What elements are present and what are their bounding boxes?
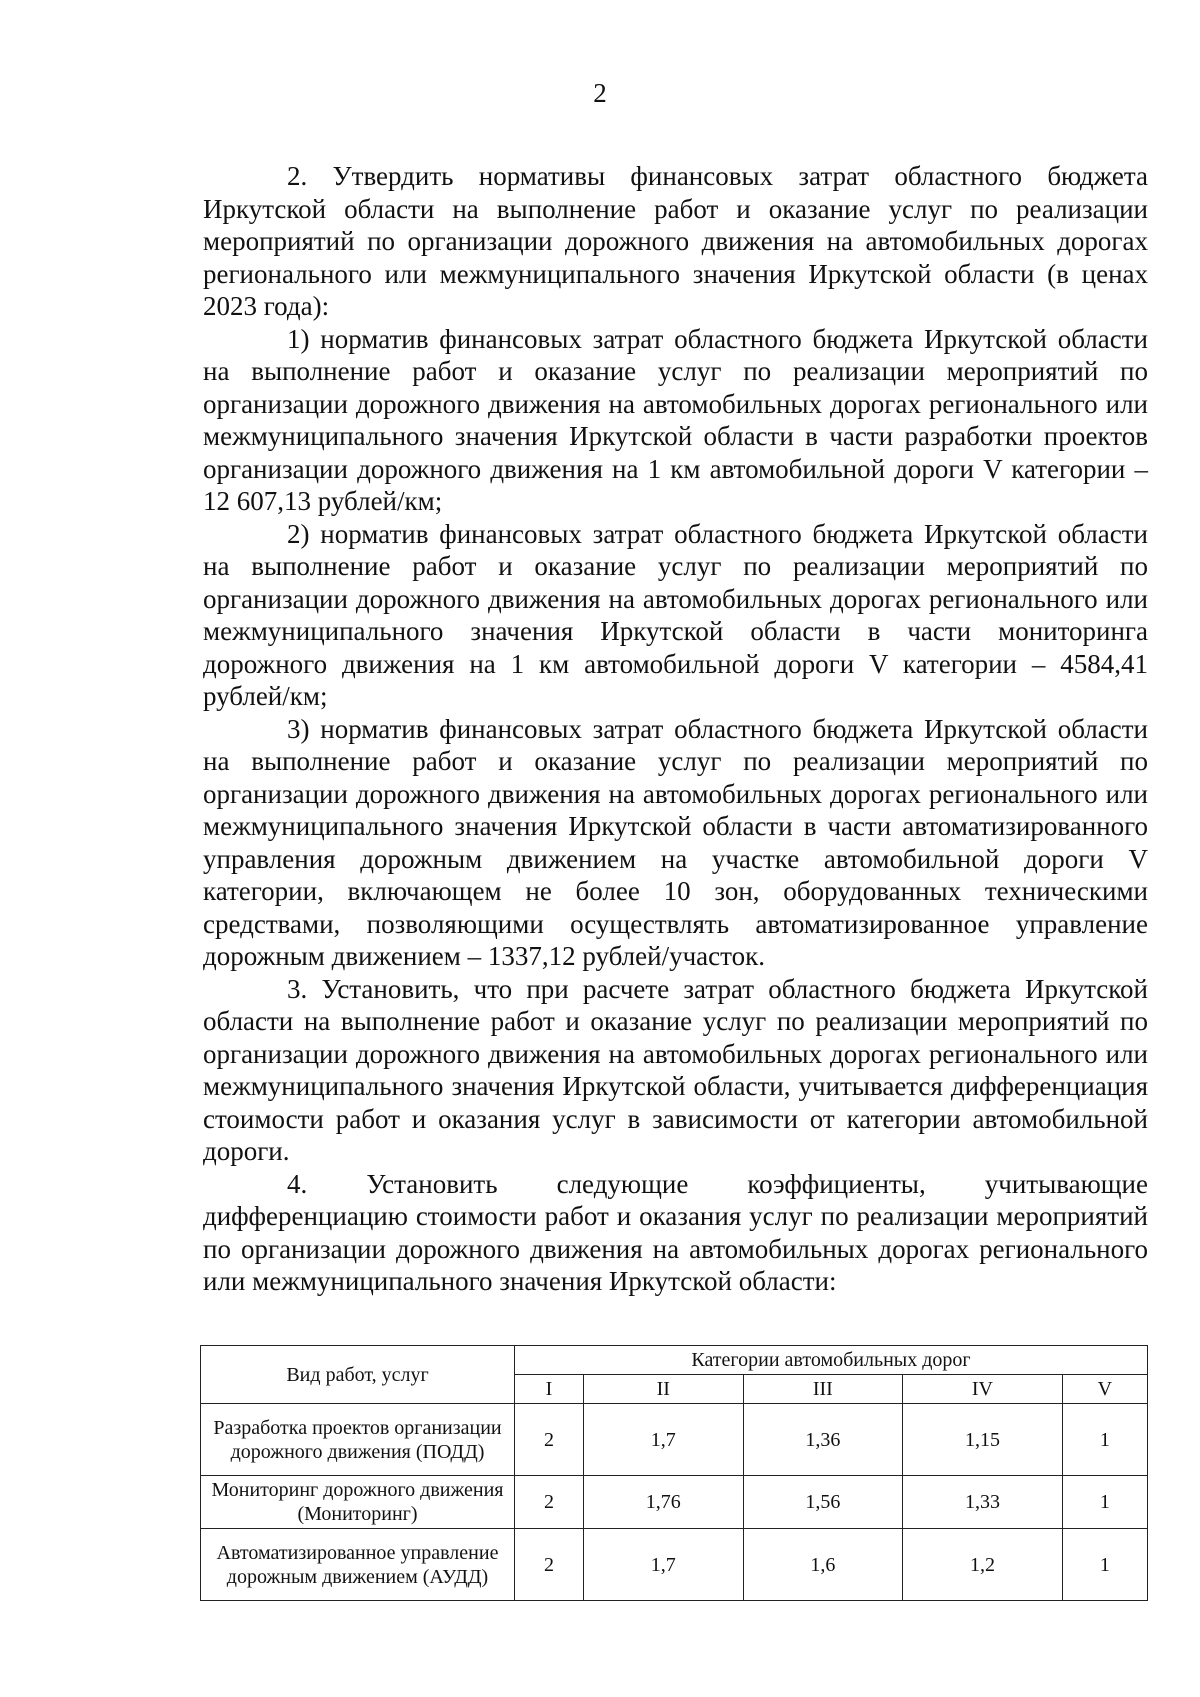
table-cell: 1,2 [903, 1529, 1063, 1601]
table-cell: 2 [515, 1404, 584, 1476]
table-cell: 2 [515, 1529, 584, 1601]
table-cell: 1 [1062, 1476, 1147, 1529]
table-header-row [201, 1346, 1148, 1375]
row-work-label: Разработка проектов организации дорожного движения (ПОДД) [201, 1404, 515, 1476]
table-row [201, 1476, 1148, 1529]
page-number: 2 [593, 78, 607, 108]
header-category-3: III [743, 1375, 903, 1404]
paragraph-2-item-3: 3) норматив финансовых затрат областного бюджета Иркутской области на выполнение работ и оказание услуг по реализации мероприятий по организации дорожного движения на автомобильных дорогах регионального или межмуниципального значения Иркутской области в части автоматизированного управления дорожным движением на участке автомобильной дороги V категории, включающем не более 10 зон, оборудованных техническими средствами, позволяющими осуществлять автоматизированное управление дорожным движением – 1337,12 рублей/участок. [203, 713, 1148, 971]
table-cell: 1,15 [903, 1404, 1063, 1476]
header-categories: Категории автомобильных дорог [515, 1346, 1148, 1375]
document-body [203, 160, 1148, 1298]
table-cell: 2 [515, 1476, 584, 1529]
table-cell: 1,56 [743, 1476, 903, 1529]
row-work-label: Автоматизированное управление дорожным движением (АУДД) [201, 1529, 515, 1601]
header-category-4: IV [903, 1375, 1063, 1404]
header-work-type: Вид работ, услуг [201, 1346, 515, 1404]
paragraph-2-item-1: 1) норматив финансовых затрат областного бюджета Иркутской области на выполнение работ и оказание услуг по реализации мероприятий по организации дорожного движения на автомобильных дорогах регионального или межмуниципального значения Иркутской области в части разработки проектов организации дорожного движения на 1 км автомобильной дороги V категории – 12 607,13 рублей/км; [203, 323, 1148, 516]
paragraph-4: 4. Установить следующие коэффициенты, учитывающие дифференциацию стоимости работ и оказания услуг по реализации мероприятий по организации дорожного движения на автомобильных дорогах регионального или межмуниципального значения Иркутской области: [203, 1168, 1148, 1296]
header-category-5: V [1062, 1375, 1147, 1404]
header-category-2: II [583, 1375, 743, 1404]
table-row [201, 1529, 1148, 1601]
table-cell: 1,36 [743, 1404, 903, 1476]
table-cell: 1,6 [743, 1529, 903, 1601]
table-cell: 1,33 [903, 1476, 1063, 1529]
table-cell: 1,76 [583, 1476, 743, 1529]
table-cell: 1,7 [583, 1404, 743, 1476]
paragraph-2: 2. Утвердить нормативы финансовых затрат областного бюджета Иркутской области на выполнение работ и оказание услуг по реализации мероприятий по организации дорожного движения на автомобильных дорогах регионального или межмуниципального значения Иркутской области (в ценах 2023 года): [203, 161, 1148, 321]
header-category-1: I [515, 1375, 584, 1404]
coefficients-table [200, 1345, 1148, 1601]
table-cell: 1 [1062, 1404, 1147, 1476]
table-cell: 1 [1062, 1529, 1147, 1601]
paragraph-2-item-2: 2) норматив финансовых затрат областного бюджета Иркутской области на выполнение работ и оказание услуг по реализации мероприятий по организации дорожного движения на автомобильных дорогах регионального или межмуниципального значения Иркутской области в части мониторинга дорожного движения на 1 км автомобильной дороги V категории – 4584,41 рублей/км; [203, 518, 1148, 711]
row-work-label: Мониторинг дорожного движения (Мониторинг) [201, 1476, 515, 1529]
table-cell: 1,7 [583, 1529, 743, 1601]
paragraph-3: 3. Установить, что при расчете затрат областного бюджета Иркутской области на выполнение работ и оказание услуг по реализации мероприятий по организации дорожного движения на автомобильных дорогах регионального или межмуниципального значения Иркутской области, учитывается дифференциация стоимости работ и оказания услуг в зависимости от категории автомобильной дороги. [203, 973, 1148, 1166]
table-row [201, 1404, 1148, 1476]
